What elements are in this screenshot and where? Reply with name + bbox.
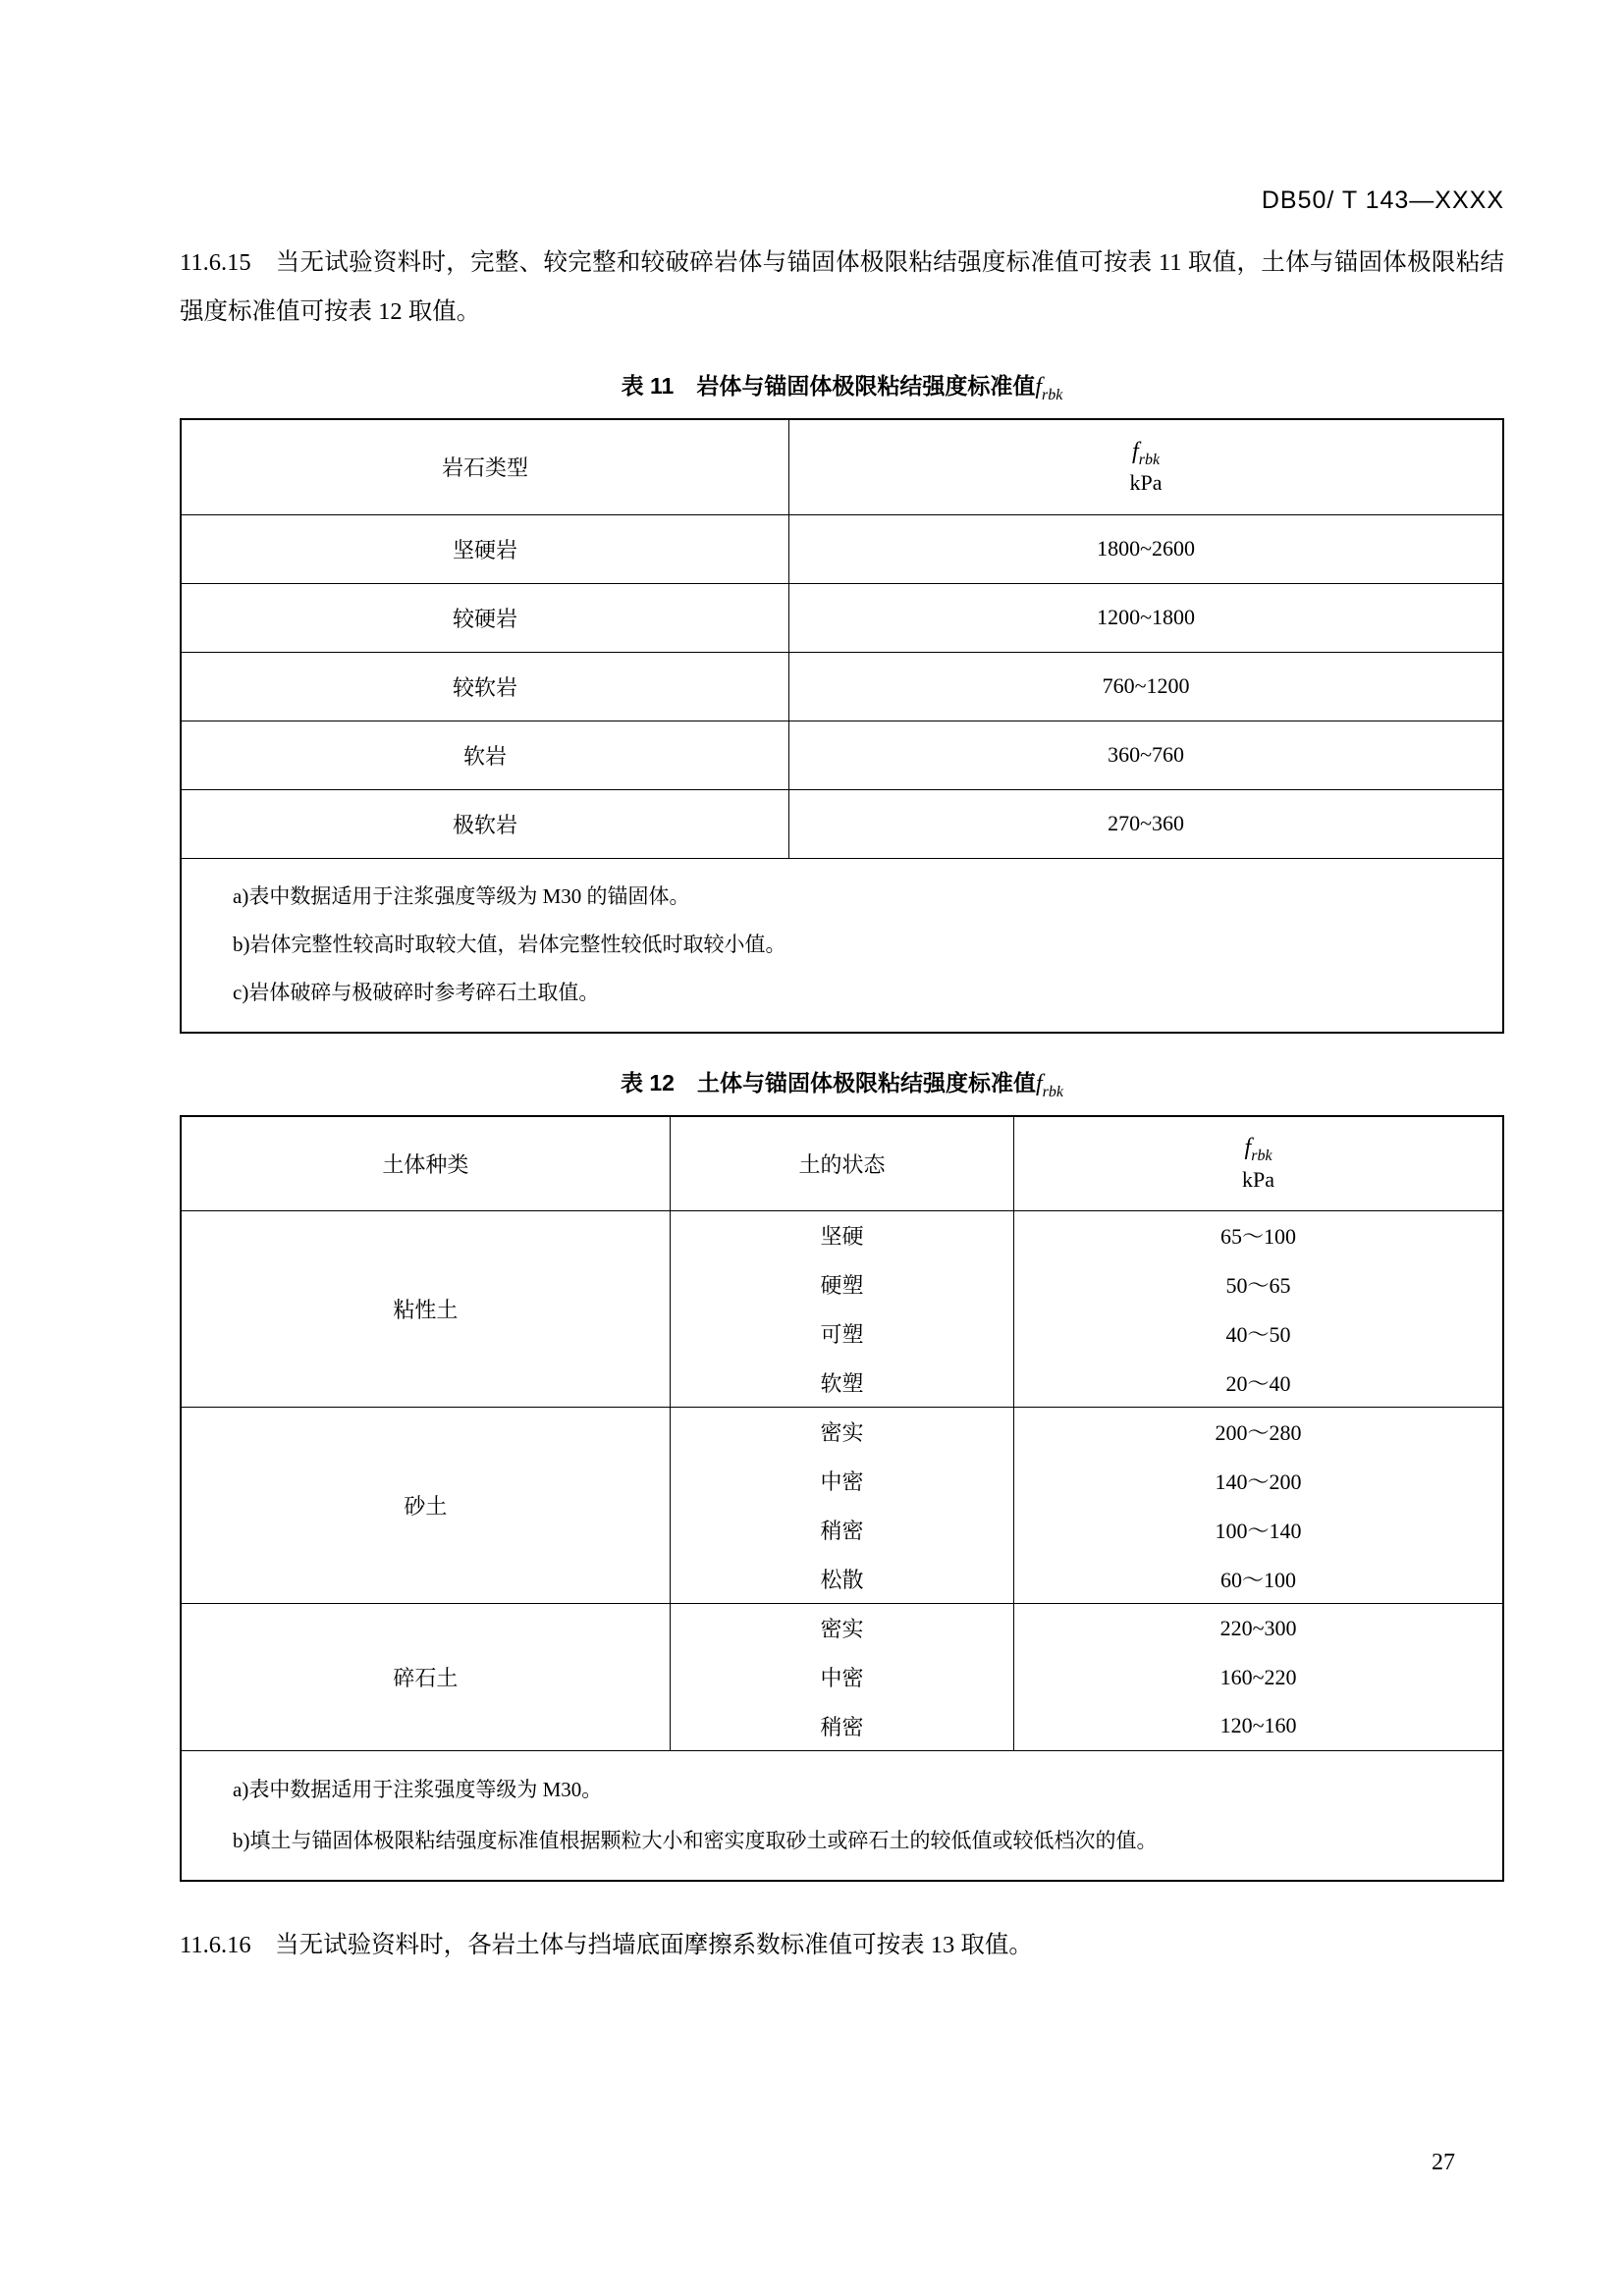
table11-caption [180,368,1504,404]
table-note: b)填土与锚固体极限粘结强度标准值根据颗粒大小和密实度取砂土或碎石土的较低值或较低档次的值。 [233,1828,1158,1852]
soil-state-cell: 硬塑 [670,1260,1013,1309]
frbk-header [1014,1116,1503,1211]
table-note: c)岩体破碎与极破碎时参考碎石土取值。 [233,981,600,1005]
frbk-symbol: $f_{rbk}$ [1035,1070,1063,1100]
soil-type-cell: 碎石土 [181,1604,670,1751]
frbk-symbol: $f_{rbk}$ [1244,1134,1272,1164]
table-row [181,652,1503,721]
frbk-value-cell: 50～65 [1014,1260,1503,1309]
soil-state-cell: 稍密 [670,1506,1013,1555]
table-row [181,514,1503,583]
frbk-value-cell: 270~360 [789,789,1503,858]
table-row [181,789,1503,858]
frbk-value-cell: 140～200 [1014,1457,1503,1506]
soil-type-cell: 砂土 [181,1408,670,1604]
table11-caption-text: 表 11 岩体与锚固体极限粘结强度标准值 [621,373,1036,400]
rock-type-header: 岩石类型 [181,419,789,514]
rock-type-cell: 极软岩 [181,789,789,858]
rock-type-cell: 坚硬岩 [181,514,789,583]
frbk-value-cell: 40～50 [1014,1309,1503,1359]
soil-type-cell: 粘性土 [181,1211,670,1408]
frbk-value-cell: 1800~2600 [789,514,1503,583]
frbk-value-cell: 220~300 [1014,1604,1503,1653]
table-row [181,583,1503,652]
soil-state-cell: 密实 [670,1604,1013,1653]
soil-state-cell: 可塑 [670,1309,1013,1359]
page-number: 27 [1432,2150,1455,2175]
table11-notes-row [181,858,1503,1033]
frbk-value-cell: 120~160 [1014,1702,1503,1751]
table-note: b)岩体完整性较高时取较大值，岩体完整性较低时取较小值。 [233,933,786,957]
frbk-value-cell: 360~760 [789,721,1503,789]
frbk-value-cell: 20～40 [1014,1359,1503,1408]
table-row [181,1408,1503,1457]
frbk-value-cell: 65～100 [1014,1211,1503,1260]
table11-notes-cell [181,858,1503,1033]
frbk-value-cell: 760~1200 [789,652,1503,721]
rock-type-cell: 较软岩 [181,652,789,721]
table11-header-row [181,419,1503,514]
table-row [181,1211,1503,1260]
rock-type-cell: 较硬岩 [181,583,789,652]
table-row [181,721,1503,789]
unit-label: kPa [1129,470,1163,496]
frbk-symbol: $f_{rbk}$ [1035,374,1063,404]
table-row [181,1604,1503,1653]
frbk-header [789,419,1503,514]
frbk-value-cell: 100～140 [1014,1506,1503,1555]
soil-type-header: 土体种类 [181,1116,670,1211]
soil-state-cell: 中密 [670,1457,1013,1506]
frbk-symbol: $f_{rbk}$ [1132,438,1161,468]
table-11 [180,418,1504,1034]
soil-state-cell: 松散 [670,1555,1013,1604]
table12-caption-text: 表 12 土体与锚固体极限粘结强度标准值 [621,1069,1036,1095]
table12-header-row [181,1116,1503,1211]
frbk-value-cell: 60～100 [1014,1555,1503,1604]
table12-notes-row [181,1751,1503,1881]
frbk-value-cell: 200～280 [1014,1408,1503,1457]
table12-notes-cell [181,1751,1503,1881]
frbk-value-cell: 160~220 [1014,1653,1503,1702]
unit-label: kPa [1242,1166,1275,1192]
paragraph-11-6-15: 11.6.15 当无试验资料时，完整、较完整和较破碎岩体与锚固体极限粘结强度标准值可按表 11 取值，土体与锚固体极限粘结强度标准值可按表 12 取值。 [180,249,1504,326]
table-note: a)表中数据适用于注浆强度等级为 M30。 [233,1778,603,1802]
soil-state-header: 土的状态 [670,1116,1013,1211]
soil-state-cell: 密实 [670,1408,1013,1457]
soil-state-cell: 坚硬 [670,1211,1013,1260]
table12-caption [180,1065,1504,1101]
table-note: a)表中数据适用于注浆强度等级为 M30 的锚固体。 [233,883,690,908]
soil-state-cell: 软塑 [670,1359,1013,1408]
soil-state-cell: 稍密 [670,1702,1013,1751]
paragraph-11-6-16: 11.6.16 当无试验资料时，各岩土体与挡墙底面摩擦系数标准值可按表 13 取值。 [180,1931,1033,1958]
soil-state-cell: 中密 [670,1653,1013,1702]
doc-code-header: DB50/ T 143—XXXX [1261,187,1504,214]
table-12 [180,1115,1504,1882]
frbk-value-cell: 1200~1800 [789,583,1503,652]
rock-type-cell: 软岩 [181,721,789,789]
